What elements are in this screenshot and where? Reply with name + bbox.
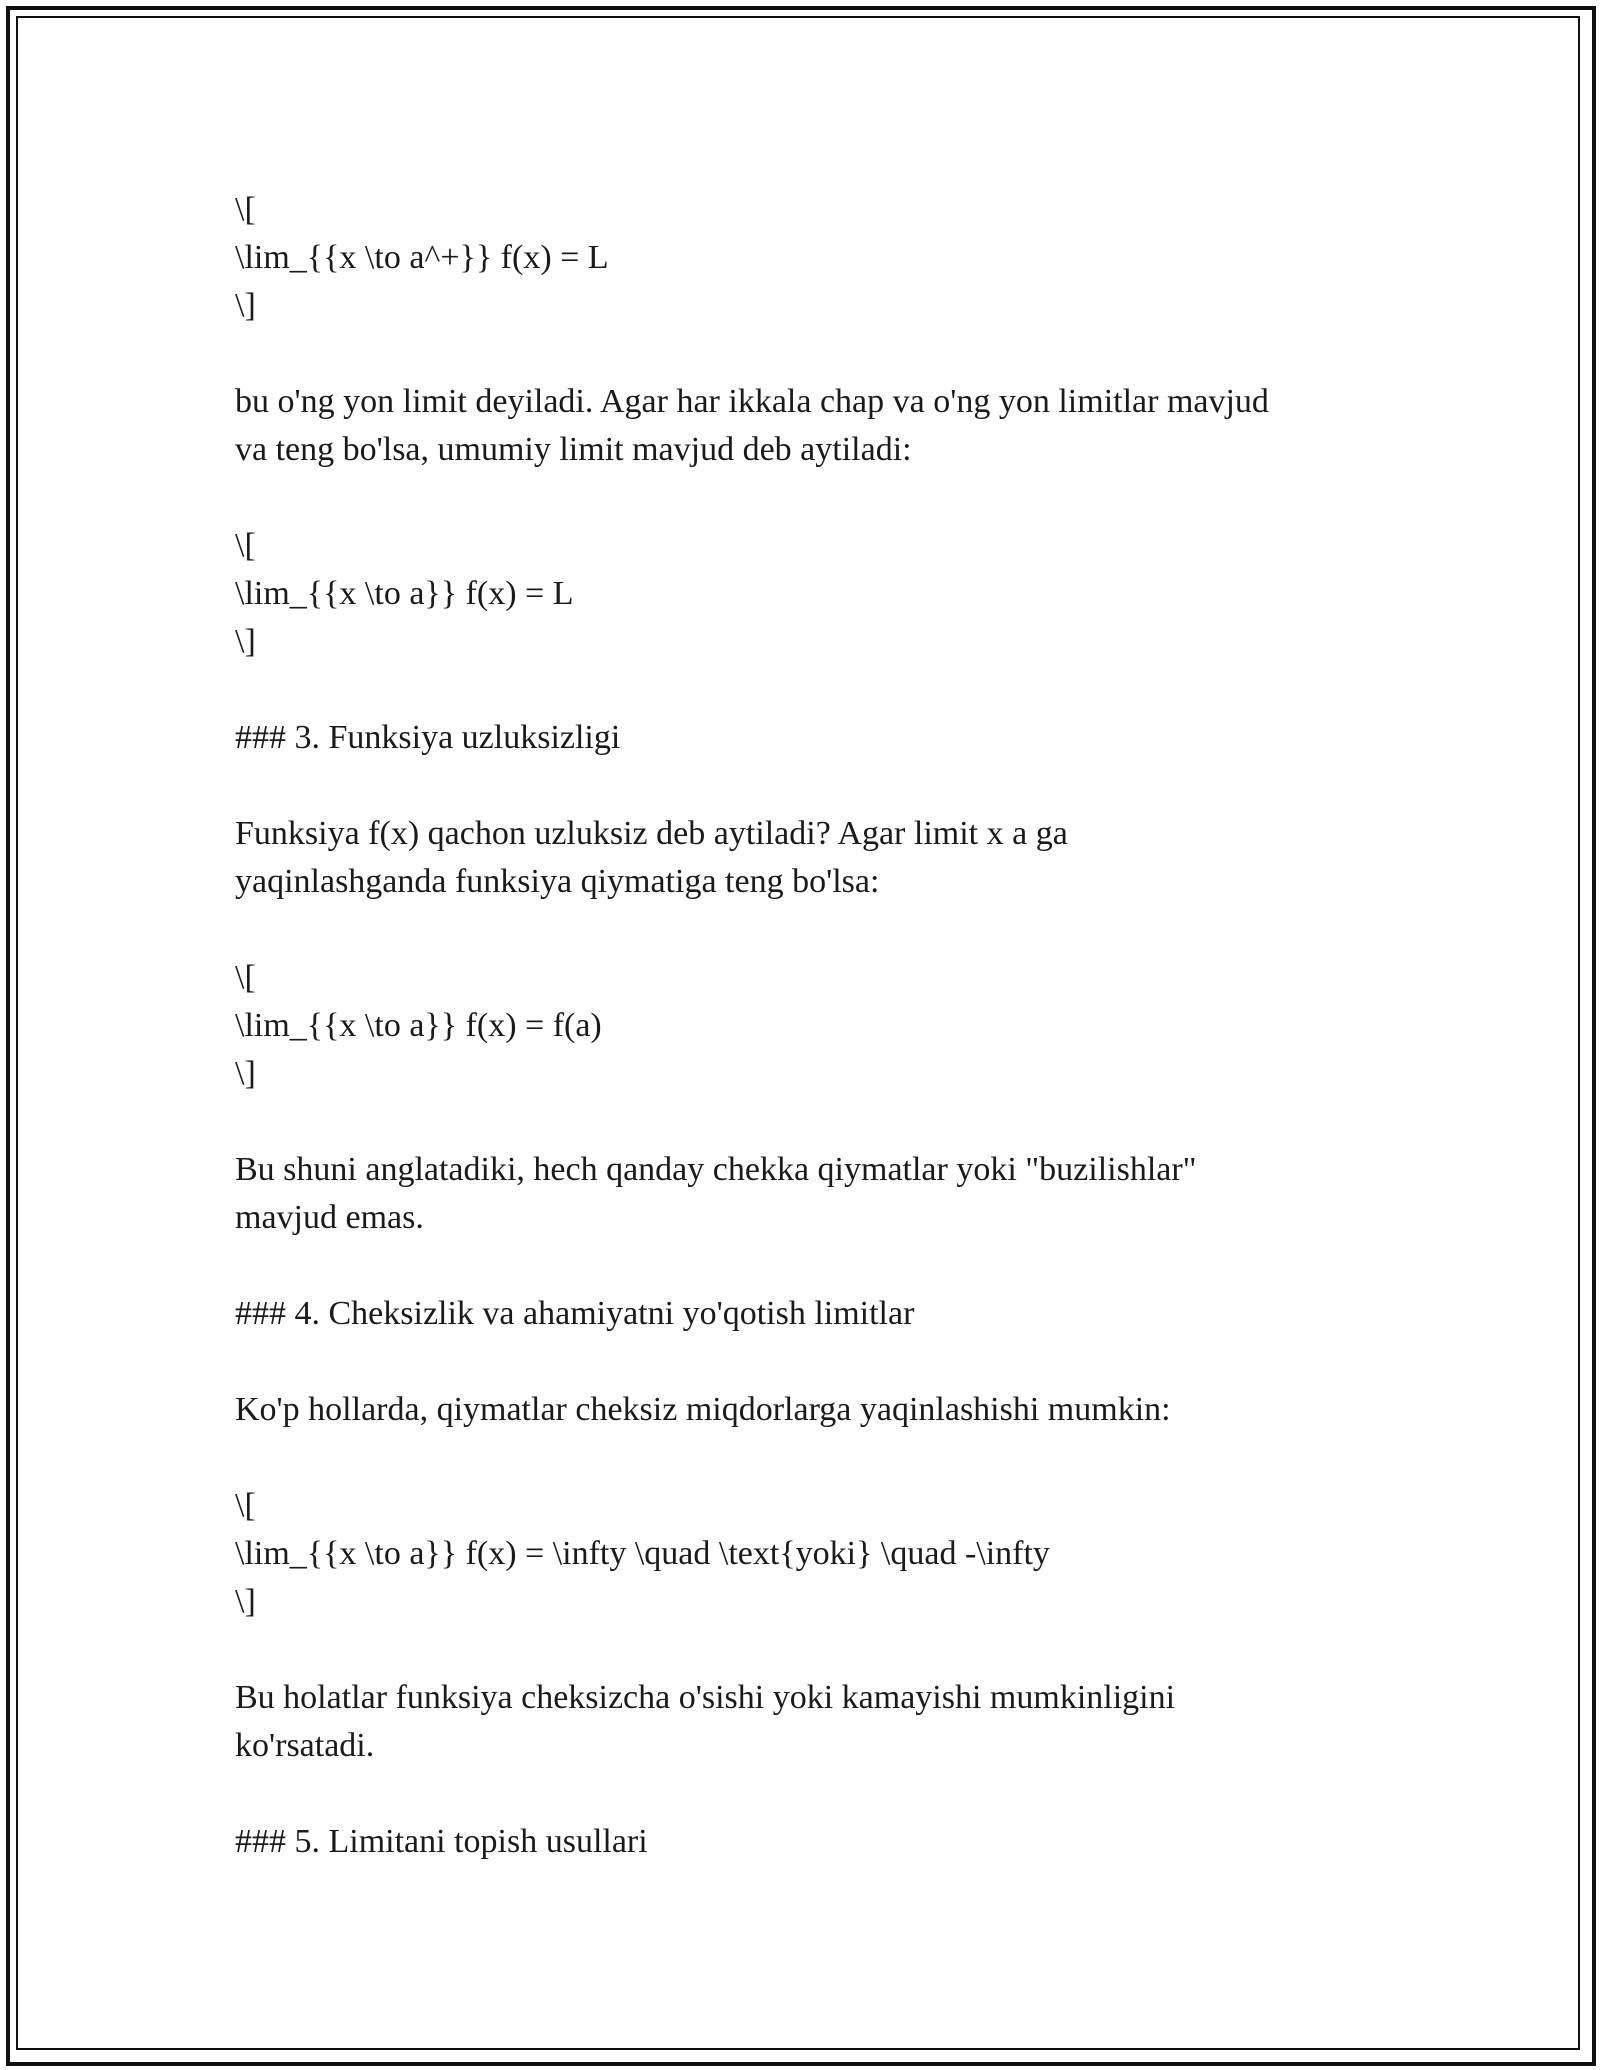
section-heading [235,1818,1375,1866]
math-line: \] [235,1583,256,1620]
paragraph-line: ko'rsatadi. [235,1727,375,1764]
paragraph [235,378,1375,474]
paragraph [235,810,1375,906]
math-line: \lim_{{x \to a^+}} f(x) = L [235,239,609,276]
math-line: \lim_{{x \to a}} f(x) = L [235,575,574,612]
math-line: \lim_{{x \to a}} f(x) = f(a) [235,1007,602,1044]
math-line: \[ [235,1487,256,1524]
math-line: \] [235,287,256,324]
math-block-right-limit [235,186,1375,330]
paragraph [235,1146,1375,1242]
math-block-limit [235,522,1375,666]
paragraph [235,1386,1375,1434]
math-line: \] [235,1055,256,1092]
math-line: \[ [235,191,256,228]
paragraph [235,1674,1375,1770]
document-body [235,186,1375,1866]
paragraph-line: Ko'p hollarda, qiymatlar cheksiz miqdorlarga yaqinlashishi mumkin: [235,1391,1171,1428]
math-block-continuity [235,954,1375,1098]
math-line: \[ [235,527,256,564]
paragraph-line: Funksiya f(x) qachon uzluksiz deb aytiladi? Agar limit x a ga [235,815,1068,852]
heading-line: ### 4. Cheksizlik va ahamiyatni yo'qotish limitlar [235,1295,915,1332]
heading-line: ### 3. Funksiya uzluksizligi [235,719,621,756]
paragraph-line: Bu holatlar funksiya cheksizcha o'sishi yoki kamayishi mumkinligini [235,1679,1176,1716]
paragraph-line: mavjud emas. [235,1199,424,1236]
heading-line: ### 5. Limitani topish usullari [235,1823,648,1860]
section-heading [235,1290,1375,1338]
math-block-infinity [235,1482,1375,1626]
paragraph-line: bu o'ng yon limit deyiladi. Agar har ikkala chap va o'ng yon limitlar mavjud [235,383,1269,420]
paragraph-line: Bu shuni anglatadiki, hech qanday chekka qiymatlar yoki "buzilishlar" [235,1151,1197,1188]
math-line: \lim_{{x \to a}} f(x) = \infty \quad \text{yoki} \quad -\infty [235,1535,1050,1572]
math-line: \] [235,623,256,660]
section-heading [235,714,1375,762]
paragraph-line: va teng bo'lsa, umumiy limit mavjud deb aytiladi: [235,431,912,468]
math-line: \[ [235,959,256,996]
paragraph-line: yaqinlashganda funksiya qiymatiga teng bo'lsa: [235,863,880,900]
